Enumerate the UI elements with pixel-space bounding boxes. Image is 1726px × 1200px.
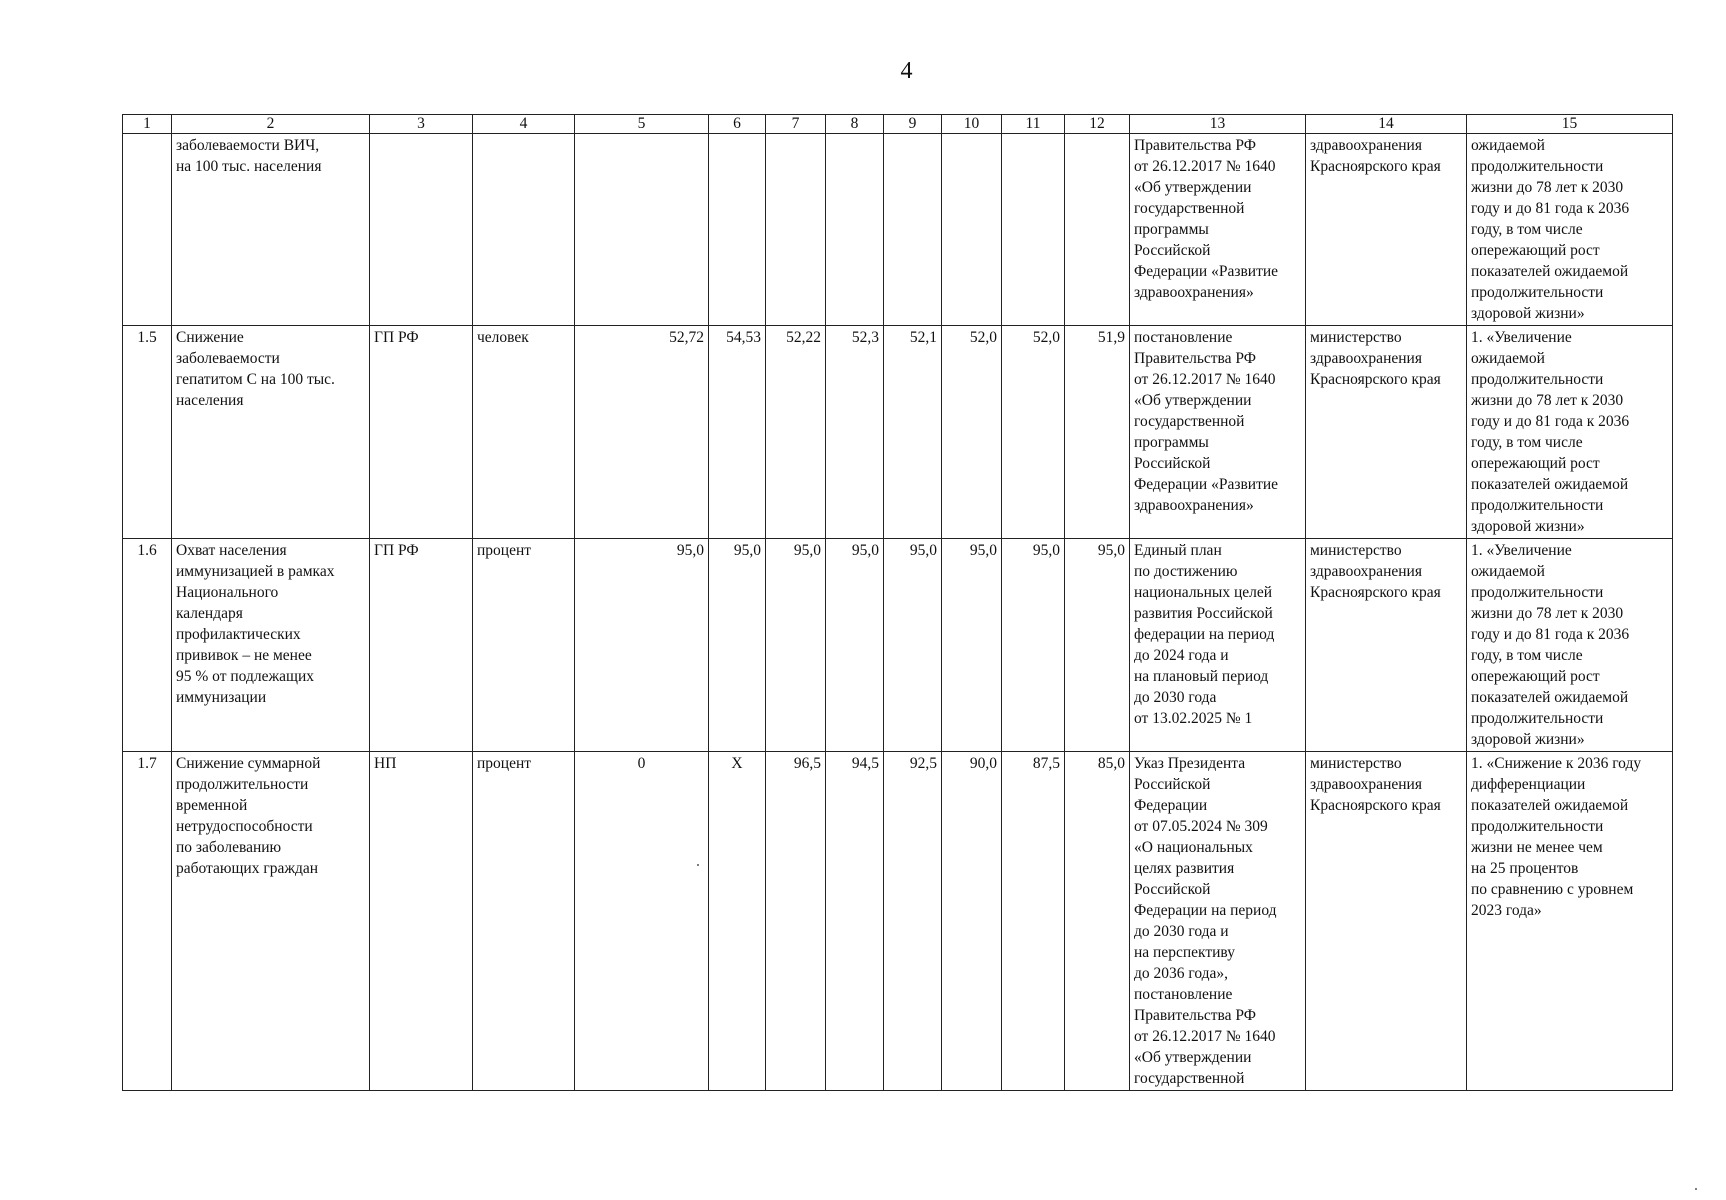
row-number: 1.5 xyxy=(123,326,172,539)
responsible-body: министерство здравоохранения Красноярского края xyxy=(1306,752,1467,1091)
year-value: 52,22 xyxy=(766,326,826,539)
column-header: 1 xyxy=(123,115,172,134)
national-goal: ожидаемой продолжительности жизни до 78 лет к 2030 году и до 81 года к 2036 году, в том числе опережающий рост показателей ожидаемой продолжительности здоровой жизни» xyxy=(1467,134,1673,326)
year-value xyxy=(942,134,1002,326)
column-header: 4 xyxy=(473,115,575,134)
year-value xyxy=(826,134,884,326)
responsible-body: здравоохранения Красноярского края xyxy=(1306,134,1467,326)
year-value xyxy=(1002,134,1065,326)
legal-document: Указ Президента Российской Федерации от 07.05.2024 № 309 «О национальных целях развития Российской Федерации на период до 2030 года и на перспективу до 2036 года», постановление Правительства РФ от 26.12.2017 № 1640 «Об утверждении государственной xyxy=(1130,752,1306,1091)
unit-of-measure: процент xyxy=(473,752,575,1091)
base-value: 95,0 xyxy=(575,539,709,752)
legal-document: Единый план по достижению национальных целей развития Российской федерации на период до 2024 года и на плановый период до 2030 года от 13.02.2025 № 1 xyxy=(1130,539,1306,752)
column-number-header-row xyxy=(123,115,1673,134)
indicator-name: Охват населения иммунизацией в рамках Национального календаря профилактических прививок – не менее 95 % от подлежащих иммунизации xyxy=(172,539,370,752)
indicator-name: заболеваемости ВИЧ, на 100 тыс. населения xyxy=(172,134,370,326)
indicator-source: НП xyxy=(370,752,473,1091)
column-header: 6 xyxy=(709,115,766,134)
legal-document: Правительства РФ от 26.12.2017 № 1640 «Об утверждении государственной программы Российской Федерации «Развитие здравоохранения» xyxy=(1130,134,1306,326)
base-value: 52,72 xyxy=(575,326,709,539)
column-header: 9 xyxy=(884,115,942,134)
national-goal: 1. «Увеличение ожидаемой продолжительности жизни до 78 лет к 2030 году и до 81 года к 2036 году, в том числе опережающий рост показателей ожидаемой продолжительности здоровой жизни» xyxy=(1467,539,1673,752)
year-value: 96,5 xyxy=(766,752,826,1091)
unit-of-measure: процент xyxy=(473,539,575,752)
year-value: 54,53 xyxy=(709,326,766,539)
year-value: 52,1 xyxy=(884,326,942,539)
year-value: 95,0 xyxy=(942,539,1002,752)
unit-of-measure: человек xyxy=(473,326,575,539)
year-value: 95,0 xyxy=(1002,539,1065,752)
responsible-body: министерство здравоохранения Красноярского края xyxy=(1306,539,1467,752)
year-value: 95,0 xyxy=(1065,539,1130,752)
table-row xyxy=(123,752,1673,1091)
scan-speck xyxy=(1695,1188,1697,1190)
year-value: 90,0 xyxy=(942,752,1002,1091)
year-value: 94,5 xyxy=(826,752,884,1091)
column-header: 7 xyxy=(766,115,826,134)
year-value: 95,0 xyxy=(766,539,826,752)
table-row xyxy=(123,326,1673,539)
year-value: 52,0 xyxy=(1002,326,1065,539)
year-value: 87,5 xyxy=(1002,752,1065,1091)
year-value: 52,0 xyxy=(942,326,1002,539)
indicators-table xyxy=(122,114,1673,1091)
scan-speck xyxy=(697,864,699,866)
year-value: 52,3 xyxy=(826,326,884,539)
year-value: 92,5 xyxy=(884,752,942,1091)
column-header: 15 xyxy=(1467,115,1673,134)
column-header: 10 xyxy=(942,115,1002,134)
row-number: 1.6 xyxy=(123,539,172,752)
column-header: 2 xyxy=(172,115,370,134)
page-number: 4 xyxy=(900,58,913,84)
year-value xyxy=(1065,134,1130,326)
national-goal: 1. «Снижение к 2036 году дифференциации показателей ожидаемой продолжительности жизни не менее чем на 25 процентов по сравнению с уровнем 2023 года» xyxy=(1467,752,1673,1091)
indicator-name: Снижение заболеваемости гепатитом С на 100 тыс. населения xyxy=(172,326,370,539)
indicator-source xyxy=(370,134,473,326)
column-header: 11 xyxy=(1002,115,1065,134)
base-value xyxy=(575,134,709,326)
year-value xyxy=(884,134,942,326)
year-value: Х xyxy=(709,752,766,1091)
year-value: 51,9 xyxy=(1065,326,1130,539)
national-goal: 1. «Увеличение ожидаемой продолжительности жизни до 78 лет к 2030 году и до 81 года к 2036 году, в том числе опережающий рост показателей ожидаемой продолжительности здоровой жизни» xyxy=(1467,326,1673,539)
column-header: 12 xyxy=(1065,115,1130,134)
year-value xyxy=(766,134,826,326)
base-value: 0 xyxy=(575,752,709,1091)
column-header: 3 xyxy=(370,115,473,134)
table-row xyxy=(123,134,1673,326)
unit-of-measure xyxy=(473,134,575,326)
year-value: 85,0 xyxy=(1065,752,1130,1091)
responsible-body: министерство здравоохранения Красноярского края xyxy=(1306,326,1467,539)
column-header: 5 xyxy=(575,115,709,134)
year-value: 95,0 xyxy=(709,539,766,752)
indicator-source: ГП РФ xyxy=(370,539,473,752)
row-number: 1.7 xyxy=(123,752,172,1091)
column-header: 8 xyxy=(826,115,884,134)
year-value: 95,0 xyxy=(884,539,942,752)
year-value: 95,0 xyxy=(826,539,884,752)
row-number xyxy=(123,134,172,326)
column-header: 14 xyxy=(1306,115,1467,134)
column-header: 13 xyxy=(1130,115,1306,134)
indicator-source: ГП РФ xyxy=(370,326,473,539)
indicator-name: Снижение суммарной продолжительности временной нетрудоспособности по заболеванию работающих граждан xyxy=(172,752,370,1091)
legal-document: постановление Правительства РФ от 26.12.2017 № 1640 «Об утверждении государственной программы Российской Федерации «Развитие здравоохранения» xyxy=(1130,326,1306,539)
table-row xyxy=(123,539,1673,752)
year-value xyxy=(709,134,766,326)
